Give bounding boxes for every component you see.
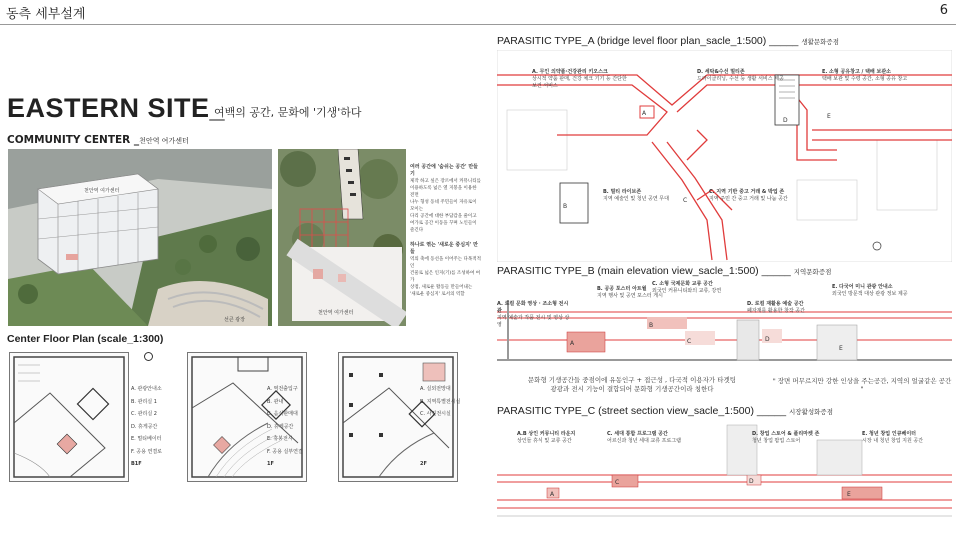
community-center-title: COMMUNITY CENTER _천안역 여가센터 — [7, 134, 189, 146]
type-b-elevation: A B C D E A. 로컬 문화 영상 · 조소형 전시관 지역 예술가 작품 전시 및 영상 상영 B. 공공 포스터 아트월 지역 행사 및 공연 포스터 게시 C. 소형 국제문화 교류 공간 외국인 커뮤니티와의 교류, 강연 D. 로컬 재활용 예술 공간 폐자재를 활용한 창작 공간 E. 다국어 미니 관광 안내소 외국인 방문객 대상 관광 정보 제공 — [497, 280, 952, 375]
north-arrow-icon — [144, 352, 153, 361]
svg-text:C: C — [683, 197, 688, 204]
eastern-site-subtitle: 여백의 공간, 문화에 '기생'하다 — [214, 106, 362, 119]
type-b-notes: 문화형 기생공간들 중점이에 유동인구 + 접근성 , 다국적 이용자가 타겟팅 광광과 전시 기능이 결합되어 문화형 기생공간이라 칭한다 " 장면 머무르지만 강한 인상을 주는공간, 지역의 얼굴같은 공간 " — [527, 376, 952, 393]
type-b-title: PARASITIC TYPE_B (main elevation view_sacle_1:500) _____ 지역문화증점 — [497, 265, 832, 277]
legend-1f: A. 역전출입구 B. 관내 C. 음식판매대 D. 휴게공간 E. 휴봉전시 F. 공용 실부연결 1F — [267, 386, 303, 467]
floor-plan-b1f — [9, 352, 129, 482]
design-notes: 여러 공간에 '숨쉬는 공간' 만들기 제작 하고 싶은 장르에서 커뮤니티를 이용하도록 넓은 열 지붕을 이용한 전면 나누 형성 동네 주민들이 자유로이 모이는 다리 공간에 대한 부담감을 줄이고 여가로 공간 이동을 꾸며 노인들이 즐긴다 하나로 엮는 '새로운 중심지' 만들 역의 축에 동선을 이어주는 다목적적인 건물로 넓은 인지(기)를 조성하여 여가 상점, 새로운 활동들 만들어내는 '새로운 중심지' 로서의 역할 — [410, 164, 481, 297]
community-center-render — [8, 149, 272, 326]
type-a-plan: A B C D E A. 무인 의약품·건강관리 키오스크 상시적 약품 판매, 건강 체크 기기 등 간단한 보건 서비스 D. 세탁&수선 멀티존 드라이클리닝, 수선 등 생활 서비스 제공 E. 소형 공유창고 / 택배 보관소 택배 보관 및 수령 공간, 소형 공유 창고 B. 멀티 라이브존 지역 예술인 및 청년 공연 무대 C. 지역 기반 중고 거래 & 박업 존 지역 주민 간 중고 거래 및 나눔 공간 — [497, 50, 952, 262]
svg-text:A: A — [550, 491, 555, 498]
svg-text:D: D — [783, 117, 788, 124]
svg-text:E: E — [847, 491, 851, 498]
community-center-subtitle: 천안역 여가센터 — [139, 137, 189, 145]
svg-text:D: D — [765, 336, 770, 343]
svg-text:D: D — [749, 478, 754, 485]
type-a-title: PARASITIC TYPE_A (bridge level floor plan_sacle_1:500) _____ 생활문화증점 — [497, 35, 839, 47]
eastern-site-title: EASTERN SITE_ — [7, 93, 226, 123]
type-c-title: PARASITIC TYPE_C (street section view_sacle_1:500) _____ 시장활성화증점 — [497, 405, 833, 417]
legend-b1f: A. 관광안내소 B. 관리실 1 C. 관리실 2 D. 휴게공간 E. 멀티베이터 F. 공용 연결로 B1F — [131, 386, 162, 467]
svg-text:C: C — [615, 479, 620, 486]
sunken-plaza-label: 선큰 광장 — [224, 317, 245, 323]
legend-2f: A. 실외전망대 B. 지역특별전시실 C. 사진전시실 2F — [420, 386, 461, 467]
svg-text:B: B — [563, 203, 568, 210]
render-building-label: 천안역 여가센터 — [84, 188, 120, 194]
type-c-section: A C D E A.B 상인 커뮤니티 라운지 상인들 휴식 및 교류 공간 C. 세대 통합 프로그램 공간 어르신과 청년 세대 교류 프로그램 D. 창업 스토어 & 플리마켓 존 청년 창업 팝업 스토어 E. 청년 창업 인큐베이터 시장 내 청년 창업 지원 공간 — [497, 420, 952, 522]
page-header — [0, 0, 956, 25]
floor-plan-title: Center Floor Plan (scale_1:300) — [7, 333, 164, 345]
svg-text:C: C — [687, 338, 692, 345]
svg-text:E: E — [839, 345, 843, 352]
svg-text:B: B — [649, 322, 654, 329]
page-title: 동측 세부설계 — [6, 7, 86, 22]
aerial-building-label: 천안역 여가센터 — [318, 310, 354, 316]
page-number: 6 — [939, 3, 948, 18]
aerial-view — [278, 149, 406, 326]
svg-text:E: E — [827, 113, 831, 120]
svg-text:A: A — [570, 340, 575, 347]
svg-text:A: A — [642, 110, 647, 117]
